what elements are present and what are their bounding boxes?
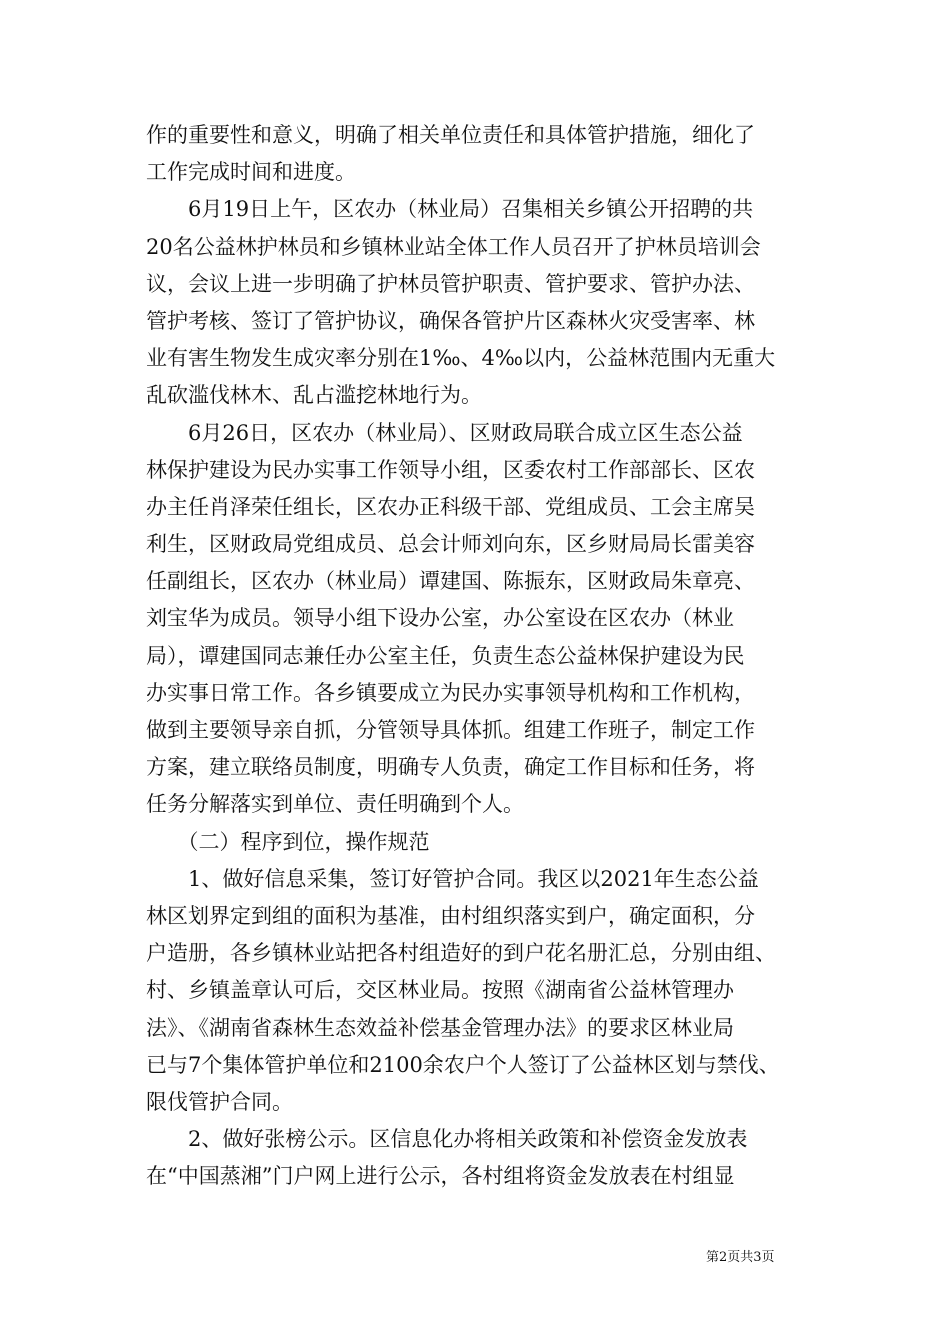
page-number: 第2页共3页 [706, 1250, 775, 1265]
text-line: 村、乡镇盖章认可后，交区林业局。按照《湖南省公益林管理办 [146, 978, 734, 1003]
text-line: 已与7个集体管护单位和2100余农户个人签订了公益林区划与禁伐、 [146, 1052, 780, 1077]
document-body [146, 117, 816, 1195]
text-line: 方案，建立联络员制度，明确专人负责，确定工作目标和任务，将 [146, 755, 755, 780]
text-line: 6月26日，区农办（林业局）、区财政局联合成立区生态公益 [146, 420, 743, 445]
text-line: 利生，区财政局党组成员、总会计师刘向东，区乡财局局长雷美容 [146, 532, 755, 557]
text-line: 做到主要领导亲自抓，分管领导具体抓。组建工作班子，制定工作 [146, 718, 755, 742]
text-line: 林区划界定到组的面积为基准，由村组织落实到户，确定面积，分 [146, 903, 755, 928]
text-line: 限伐管护合同。 [146, 1089, 293, 1114]
text-line: 刘宝华为成员。领导小组下设办公室，办公室设在区农办（林业 [146, 606, 734, 631]
text-line: 议，会议上进一步明确了护林员管护职责、管护要求、管护办法、 [146, 271, 755, 296]
text-line: 乱砍滥伐林木、乱占滥挖林地行为。 [146, 383, 482, 408]
text-line: 局），谭建国同志兼任办公室主任，负责生态公益林保护建设为民 [146, 643, 745, 668]
text-line: 任务分解落实到单位、责任明确到个人。 [146, 792, 524, 817]
text-line: 任副组长，区农办（林业局）谭建国、陈振东，区财政局朱章亮、 [146, 569, 755, 594]
text-line: 1、做好信息采集，签订好管护合同。我区以2021年生态公益 [146, 866, 759, 891]
text-line: 6月19日上午，区农办（林业局）召集相关乡镇公开招聘的共 [146, 197, 754, 222]
text-line: 户造册，各乡镇林业站把各村组造好的到户花名册汇总，分别由组、 [146, 941, 776, 966]
text-line: 林保护建设为民办实事工作领导小组，区委农村工作部部长、区农 [146, 457, 755, 482]
text-line: 法》、《湖南省森林生态效益补偿基金管理办法》的要求区林业局 [146, 1015, 734, 1040]
text-line: 作的重要性和意义，明确了相关单位责任和具体管护措施，细化了 [146, 123, 755, 147]
text-line: 办主任肖泽荣任组长，区农办正科级干部、党组成员、工会主席吴 [146, 494, 755, 519]
text-line: 办实事日常工作。各乡镇要成立为民办实事领导机构和工作机构， [146, 680, 755, 705]
text-line: 20名公益林护林员和乡镇林业站全体工作人员召开了护林员培训会 [146, 234, 761, 259]
text-line: 工作完成时间和进度。 [146, 160, 356, 185]
section-heading: （二）程序到位，操作规范 [146, 829, 430, 854]
text-line: 2、做好张榜公示。区信息化办将相关政策和补偿资金发放表 [146, 1127, 748, 1152]
text-line: 在“中国蒸湘”门户网上进行公示，各村组将资金发放表在村组显 [146, 1164, 735, 1189]
text-line: 管护考核、签订了管护协议，确保各管护片区森林火灾受害率、林 [146, 308, 755, 333]
text-line: 业有害生物发生成灾率分别在1‰、4‰以内，公益林范围内无重大 [146, 346, 776, 371]
